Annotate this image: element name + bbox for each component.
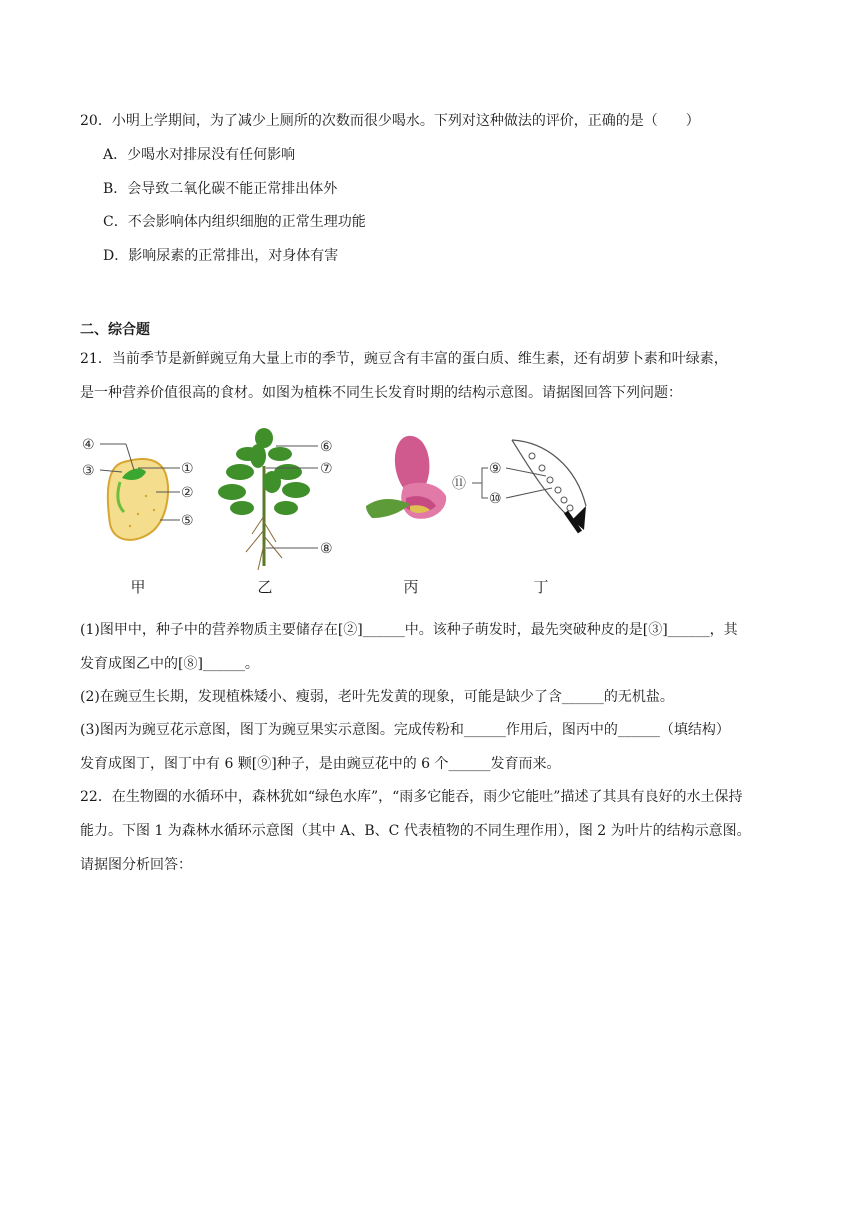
q22-line3: 请据图分析回答：: [80, 857, 192, 873]
marker-11: ⑪: [452, 476, 466, 492]
q21-sub3-line1: (3)图丙为豌豆花示意图，图丁为豌豆果实示意图。完成传粉和______作用后，图丙中的______（填结构）: [80, 722, 730, 738]
q21-intro-line2: 是一种营养价值很高的食材。如图为植株不同生长发育时期的结构示意图。请据图回答下列问题：: [80, 385, 682, 401]
marker-3: ③: [82, 463, 95, 479]
q21-sub2: (2)在豌豆生长期，发现植株矮小、瘦弱，老叶先发黄的现象，可能是缺少了含______的无机盐。: [80, 689, 674, 705]
marker-1: ①: [181, 461, 194, 477]
q20-option-d: D．影响尿素的正常排出，对身体有害: [103, 248, 339, 264]
marker-9: ⑨: [489, 461, 502, 477]
q21-intro-line1: 21．当前季节是新鲜豌豆角大量上市的季节，豌豆含有丰富的蛋白质、维生素，还有胡萝卜素和叶绿素，: [80, 351, 728, 367]
q20-option-a: A．少喝水对排尿没有任何影响: [103, 147, 296, 163]
section-title: 二、综合题: [80, 322, 150, 338]
q20-option-c: C．不会影响体内组织细胞的正常生理功能: [103, 214, 366, 230]
marker-8: ⑧: [320, 541, 333, 557]
figure-label-jia: 甲: [130, 578, 146, 596]
plant-diagram-svg: [76, 426, 636, 576]
marker-4: ④: [82, 437, 95, 453]
marker-5: ⑤: [181, 513, 194, 529]
q22-line2: 能力。下图 1 为森林水循环示意图（其中 A、B、C 代表植物的不同生理作用），图 2 为叶片的结构示意图。: [80, 823, 751, 839]
q21-sub1-line2: 发育成图乙中的[⑧]______。: [80, 656, 259, 672]
flower-illustration: [366, 436, 446, 519]
seedling-illustration: [218, 428, 310, 570]
pod-illustration: [512, 440, 586, 532]
marker-6: ⑥: [320, 439, 333, 455]
figure-label-yi: 乙: [257, 578, 273, 596]
q22-line1: 22．在生物圈的水循环中，森林犹如“绿色水库”，“雨多它能吞，雨少它能吐”描述了其具有良好的水土保持: [80, 789, 743, 805]
figure-label-ding: 丁: [533, 578, 549, 596]
figure-label-bing: 丙: [403, 578, 419, 596]
q20-option-b: B．会导致二氧化碳不能正常排出体外: [103, 181, 338, 197]
marker-7: ⑦: [320, 461, 333, 477]
q20-stem: 20．小明上学期间，为了减少上厕所的次数而很少喝水。下列对这种做法的评价，正确的是（ ）: [80, 113, 700, 129]
q21-sub3-line2: 发育成图丁，图丁中有 6 颗[⑨]种子，是由豌豆花中的 6 个______发育而来。: [80, 756, 561, 772]
q21-sub1-line1: (1)图甲中，种子中的营养物质主要储存在[②]______中。该种子萌发时，最先突破种皮的是[③]______，其: [80, 622, 738, 638]
marker-2: ②: [181, 485, 194, 501]
marker-10: ⑩: [489, 491, 502, 507]
